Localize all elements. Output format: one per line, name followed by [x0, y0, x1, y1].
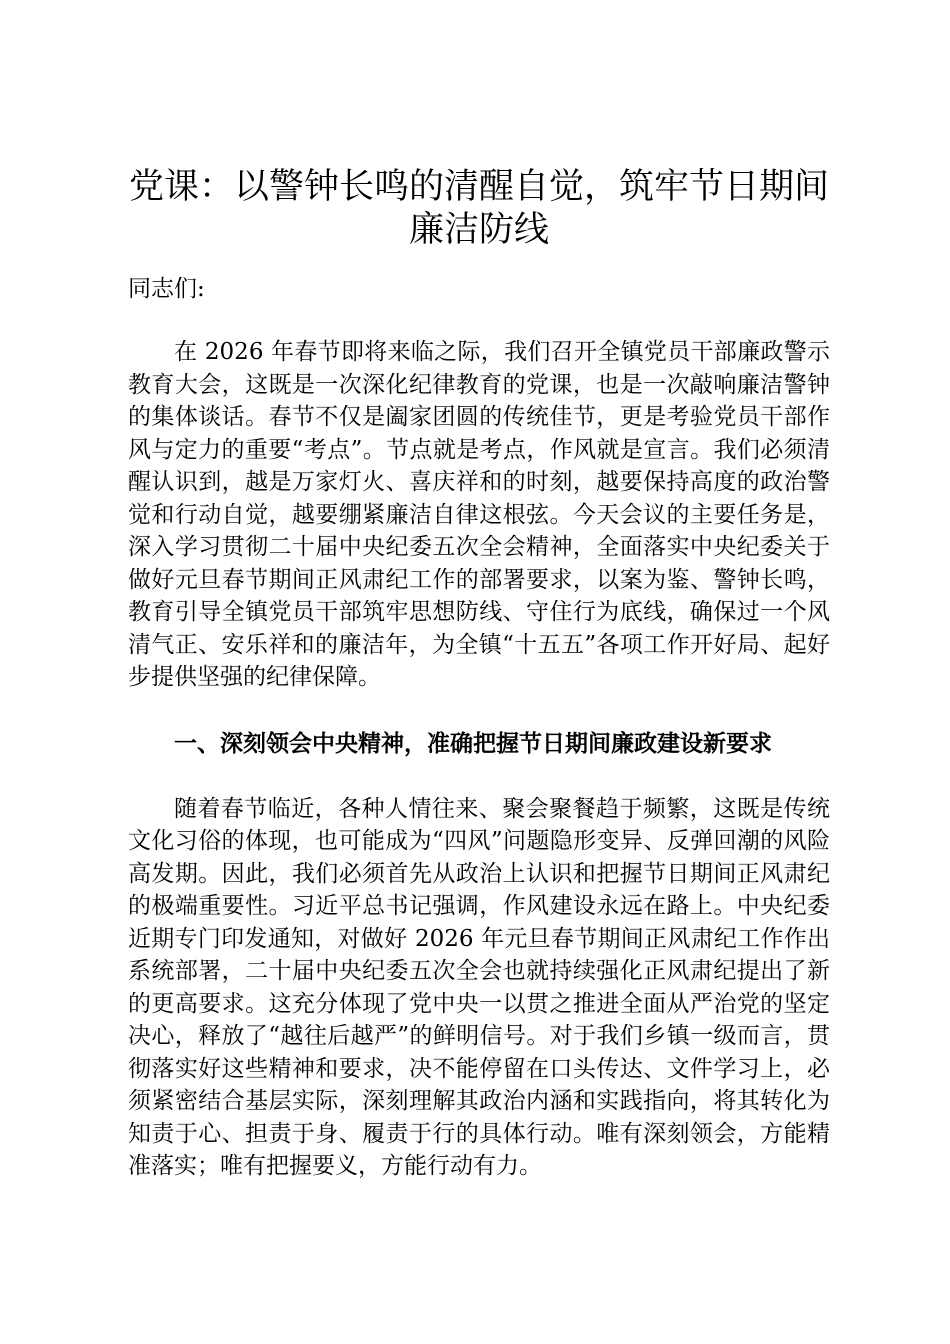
document-page	[128, 166, 830, 1183]
section-heading-1: 一、深刻领会中央精神，准确把握节日期间廉政建设新要求	[174, 729, 772, 757]
body-paragraph-intro: 在 2026 年春节即将来临之际，我们召开全镇党员干部廉政警示教育大会，这既是一次深化纪律教育的党课，也是一次敲响廉洁警钟的集体谈话。春节不仅是阖家团圆的传统佳节，更是考验党员干部作风与定力的重要“考点”。节点就是考点，作风就是宣言。我们必须清醒认识到，越是万家灯火、喜庆祥和的时刻，越要保持高度的政治警觉和行动自觉，越要绷紧廉洁自律这根弦。今天会议的主要任务是，深入学习贯彻二十届中央纪委五次全会精神，全面落实中央纪委关于做好元旦春节期间正风肃纪工作的部署要求，以案为鉴、警钟长鸣，教育引导全镇党员干部筑牢思想防线、守住行为底线，确保过一个风清气正、安乐祥和的廉洁年，为全镇“十五五”各项工作开好局、起好步提供坚强的纪律保障。	[128, 339, 830, 690]
salutation: 同志们:	[128, 276, 205, 302]
document-title: 党课：以警钟长鸣的清醒自觉，筑牢节日期间廉洁防线	[128, 167, 829, 250]
body-paragraph-section-1: 随着春节临近，各种人情往来、聚会聚餐趋于频繁，这既是传统文化习俗的体现，也可能成为“四风”问题隐形变异、反弹回潮的风险高发期。因此，我们必须首先从政治上认识和把握节日期间正风肃纪的极端重要性。习近平总书记强调，作风建设永远在路上。中央纪委近期专门印发通知，对做好 2026 年元旦春节期间正风肃纪工作作出系统部署，二十届中央纪委五次全会也就持续强化正风肃纪提出了新的更高要求。这充分体现了党中央一以贯之推进全面从严治党的坚定决心，释放了“越往后越严”的鲜明信号。对于我们乡镇一级而言，贯彻落实好这些精神和要求，决不能停留在口头传达、文件学习上，必须紧密结合基层实际，深刻理解其政治内涵和实践指向，将其转化为知责于心、担责于身、履责于行的具体行动。唯有深刻领会，方能精准落实；唯有把握要义，方能行动有力。	[128, 795, 830, 1179]
